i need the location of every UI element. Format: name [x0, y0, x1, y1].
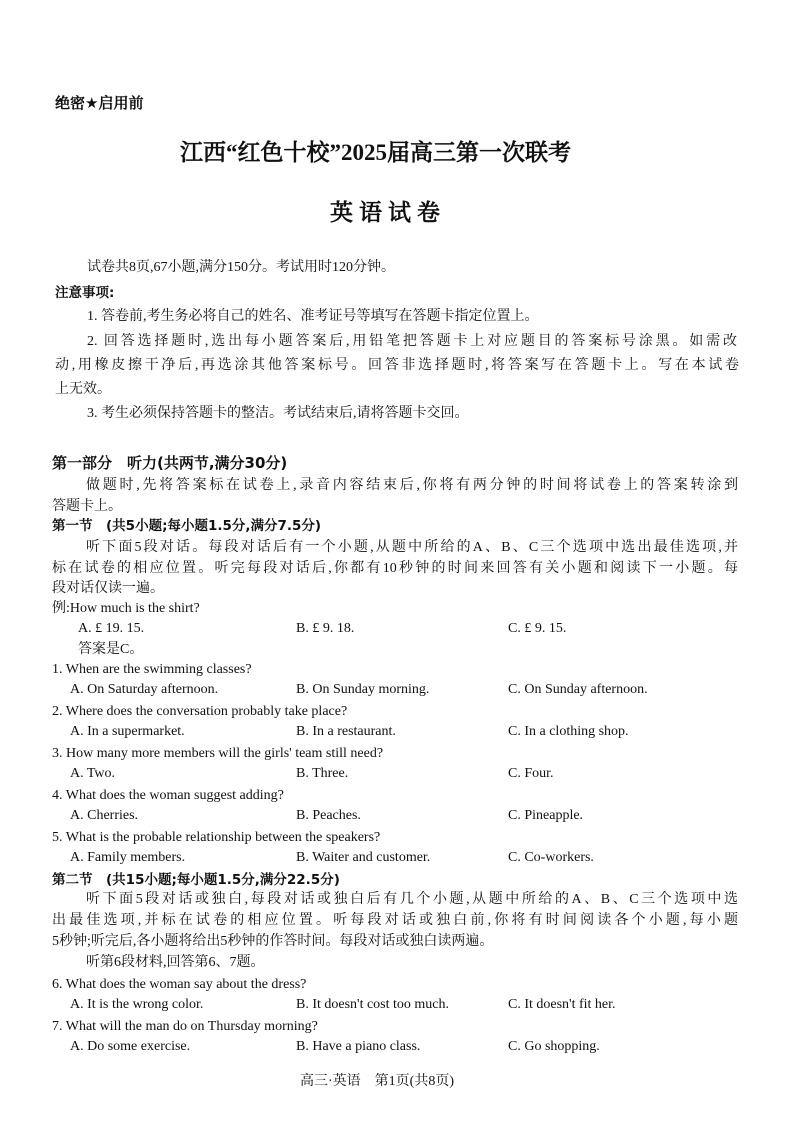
notice-item: 3. 考生必须保持答题卡的整洁。考试结束后,请将答题卡交回。 — [87, 406, 469, 421]
answer-option: A. Do some exercise. — [70, 1039, 191, 1054]
notice-heading: 注意事项: — [55, 285, 115, 301]
answer-option: B. Peaches. — [296, 808, 361, 823]
material-note: 听第6段材料,回答第6、7题。 — [86, 955, 265, 970]
question-text: 4. What does the woman suggest adding? — [52, 788, 284, 803]
section2-desc: 5秒钟;听完后,各小题将给出5秒钟的作答时间。每段对话或独白读两遍。 — [52, 934, 494, 949]
answer-option: C. In a clothing shop. — [508, 724, 629, 739]
section1-desc: 段对话仅读一遍。 — [52, 581, 164, 596]
intro-text: 试卷共8页,67小题,满分150分。考试用时120分钟。 — [87, 260, 395, 275]
notice-item: 动,用橡皮擦干净后,再选涂其他答案标号。回答非选择题时,将答案写在答题卡上。写在本试卷 — [55, 358, 739, 373]
question-text: 2. Where does the conversation probably take place? — [52, 704, 348, 719]
example-option: A. £ 19. 15. — [78, 621, 145, 636]
question-text: 6. What does the woman say about the dress? — [52, 977, 307, 992]
question-text: 7. What will the man do on Thursday morning? — [52, 1019, 318, 1034]
answer-option: C. Co-workers. — [508, 850, 594, 865]
example-question: 例:How much is the shirt? — [52, 601, 200, 616]
confidential-label: 绝密★启用前 — [55, 94, 144, 112]
answer-option: A. Cherries. — [70, 808, 139, 823]
answer-option: A. It is the wrong color. — [70, 997, 204, 1012]
answer-option: C. Four. — [508, 766, 554, 781]
section1-desc: 标在试卷的相应位置。听完每段对话后,你都有10秒钟的时间来回答有关小题和阅读下一小题。每 — [52, 561, 738, 576]
answer-option: C. Go shopping. — [508, 1039, 600, 1054]
answer-option: B. Three. — [296, 766, 349, 781]
answer-option: A. Two. — [70, 766, 116, 781]
page-footer: 高三·英语 第1页(共8页) — [300, 1074, 454, 1089]
answer-option: B. In a restaurant. — [296, 724, 396, 739]
section1-desc: 听下面5段对话。每段对话后有一个小题,从题中所给的A、B、C三个选项中选出最佳选项,并 — [86, 540, 738, 555]
answer-option: A. Family members. — [70, 850, 186, 865]
notice-item: 1. 答卷前,考生务必将自己的姓名、准考证号等填写在答题卡指定位置上。 — [87, 309, 539, 324]
part1-heading: 第一部分 听力(共两节,满分30分) — [52, 454, 288, 472]
section1-heading: 第一节 (共5小题;每小题1.5分,满分7.5分) — [52, 518, 322, 534]
part1-desc: 做题时,先将答案标在试卷上,录音内容结束后,你将有两分钟的时间将试卷上的答案转涂到 — [86, 478, 738, 493]
answer-option: B. Waiter and customer. — [296, 850, 431, 865]
question-text: 5. What is the probable relationship between the speakers? — [52, 830, 381, 845]
answer-option: C. It doesn't fit her. — [508, 997, 616, 1012]
answer-option: C. On Sunday afternoon. — [508, 682, 648, 697]
notice-item: 2. 回答选择题时,选出每小题答案后,用铅笔把答题卡上对应题目的答案标号涂黑。如需改 — [87, 334, 737, 349]
section2-desc: 听下面5段对话或独白,每段对话或独白后有几个小题,从题中所给的A、B、C三个选项中选 — [86, 892, 738, 907]
example-option: C. £ 9. 15. — [508, 621, 567, 636]
answer-option: A. In a supermarket. — [70, 724, 185, 739]
notice-item: 上无效。 — [55, 382, 111, 397]
question-text: 3. How many more members will the girls' team still need? — [52, 746, 384, 761]
answer-option: B. It doesn't cost too much. — [296, 997, 450, 1012]
example-answer: 答案是C。 — [78, 642, 144, 657]
answer-option: B. Have a piano class. — [296, 1039, 421, 1054]
section2-heading: 第二节 (共15小题;每小题1.5分,满分22.5分) — [52, 872, 340, 888]
section2-desc: 出最佳选项,并标在试卷的相应位置。听每段对话或独白前,你将有时间阅读各个小题,每小题 — [52, 913, 738, 928]
subject-title: 英语试卷 — [330, 200, 446, 226]
question-text: 1. When are the swimming classes? — [52, 662, 252, 677]
answer-option: C. Pineapple. — [508, 808, 584, 823]
answer-option: B. On Sunday morning. — [296, 682, 430, 697]
part1-desc: 答题卡上。 — [52, 499, 122, 514]
exam-title: 江西“红色十校”2025届高三第一次联考 — [180, 140, 571, 165]
example-option: B. £ 9. 18. — [296, 621, 355, 636]
answer-option: A. On Saturday afternoon. — [70, 682, 219, 697]
